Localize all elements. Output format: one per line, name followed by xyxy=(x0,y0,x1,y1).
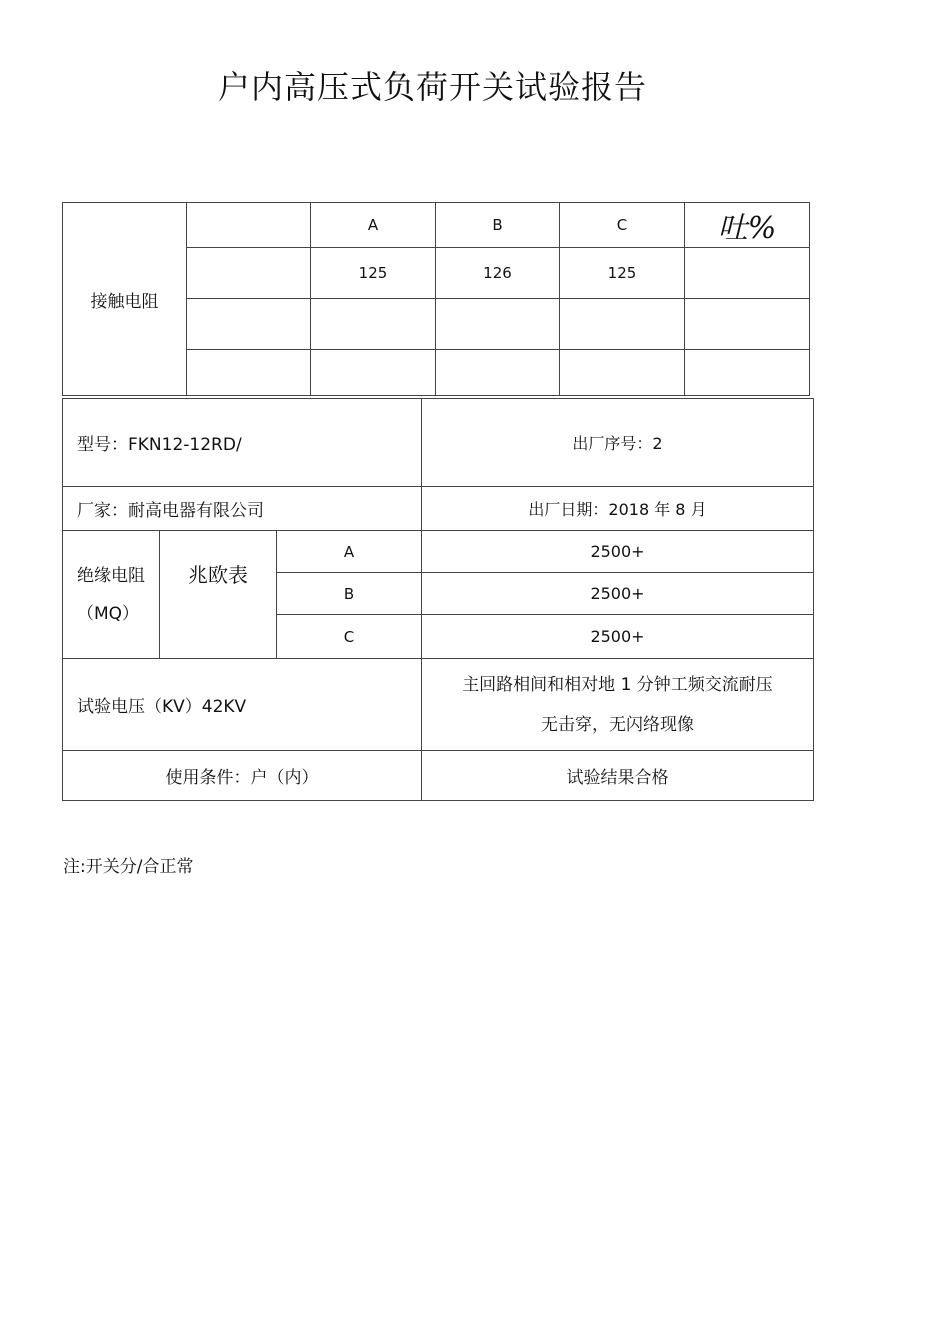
test-voltage-cell: 试验电压（KV）42KV xyxy=(63,659,422,751)
table-cell xyxy=(311,350,436,396)
phase-b-value: 2500+ xyxy=(422,573,814,615)
test-result-cell: 试验结果合格 xyxy=(422,751,814,801)
insulation-label-line1: 绝缘电阻 xyxy=(77,565,145,586)
footnote: 注:开关分/合正常 xyxy=(63,857,194,877)
serial-cell: 出厂序号：2 xyxy=(422,399,814,487)
table-cell xyxy=(560,350,685,396)
table-cell xyxy=(436,299,560,350)
contact-resistance-table xyxy=(62,202,810,396)
table-cell xyxy=(685,299,810,350)
table-cell xyxy=(560,299,685,350)
table-cell xyxy=(187,350,311,396)
header-cell xyxy=(187,203,311,248)
table-cell: 125 xyxy=(311,248,436,299)
maker-cell: 厂家：耐高电器有限公司 xyxy=(63,487,422,531)
table-cell: 125 xyxy=(560,248,685,299)
phase-c-label: C xyxy=(277,615,422,659)
insulation-resistance-label xyxy=(63,531,160,659)
table-cell xyxy=(187,248,311,299)
table-cell xyxy=(685,248,810,299)
table-cell xyxy=(436,350,560,396)
test-description-line1: 主回路相间和相对地 1 分钟工频交流耐压 xyxy=(462,674,773,695)
header-cell-c: C xyxy=(560,203,685,248)
phase-a-label: A xyxy=(277,531,422,573)
usage-condition-cell: 使用条件：户（内） xyxy=(63,751,422,801)
model-cell: 型号：FKN12-12RD/ xyxy=(63,399,422,487)
test-info-table xyxy=(62,398,814,801)
table-cell xyxy=(685,350,810,396)
phase-c-value: 2500+ xyxy=(422,615,814,659)
contact-resistance-label: 接触电阻 xyxy=(63,203,187,396)
test-description-line2: 无击穿，无闪络现像 xyxy=(541,714,694,735)
test-description-cell xyxy=(422,659,814,751)
date-cell: 出厂日期：2018 年 8 月 xyxy=(422,487,814,531)
instrument-cell: 兆欧表 xyxy=(160,531,277,659)
table-cell xyxy=(187,299,311,350)
insulation-label-line2: （MQ） xyxy=(77,603,140,624)
header-cell-a: A xyxy=(311,203,436,248)
phase-a-value: 2500+ xyxy=(422,531,814,573)
page-title: 户内高压式负荷开关试验报告 xyxy=(218,68,648,106)
header-cell-handwritten: 吐% xyxy=(685,203,810,248)
header-cell-b: B xyxy=(436,203,560,248)
table-cell: 126 xyxy=(436,248,560,299)
table-cell xyxy=(311,299,436,350)
phase-b-label: B xyxy=(277,573,422,615)
